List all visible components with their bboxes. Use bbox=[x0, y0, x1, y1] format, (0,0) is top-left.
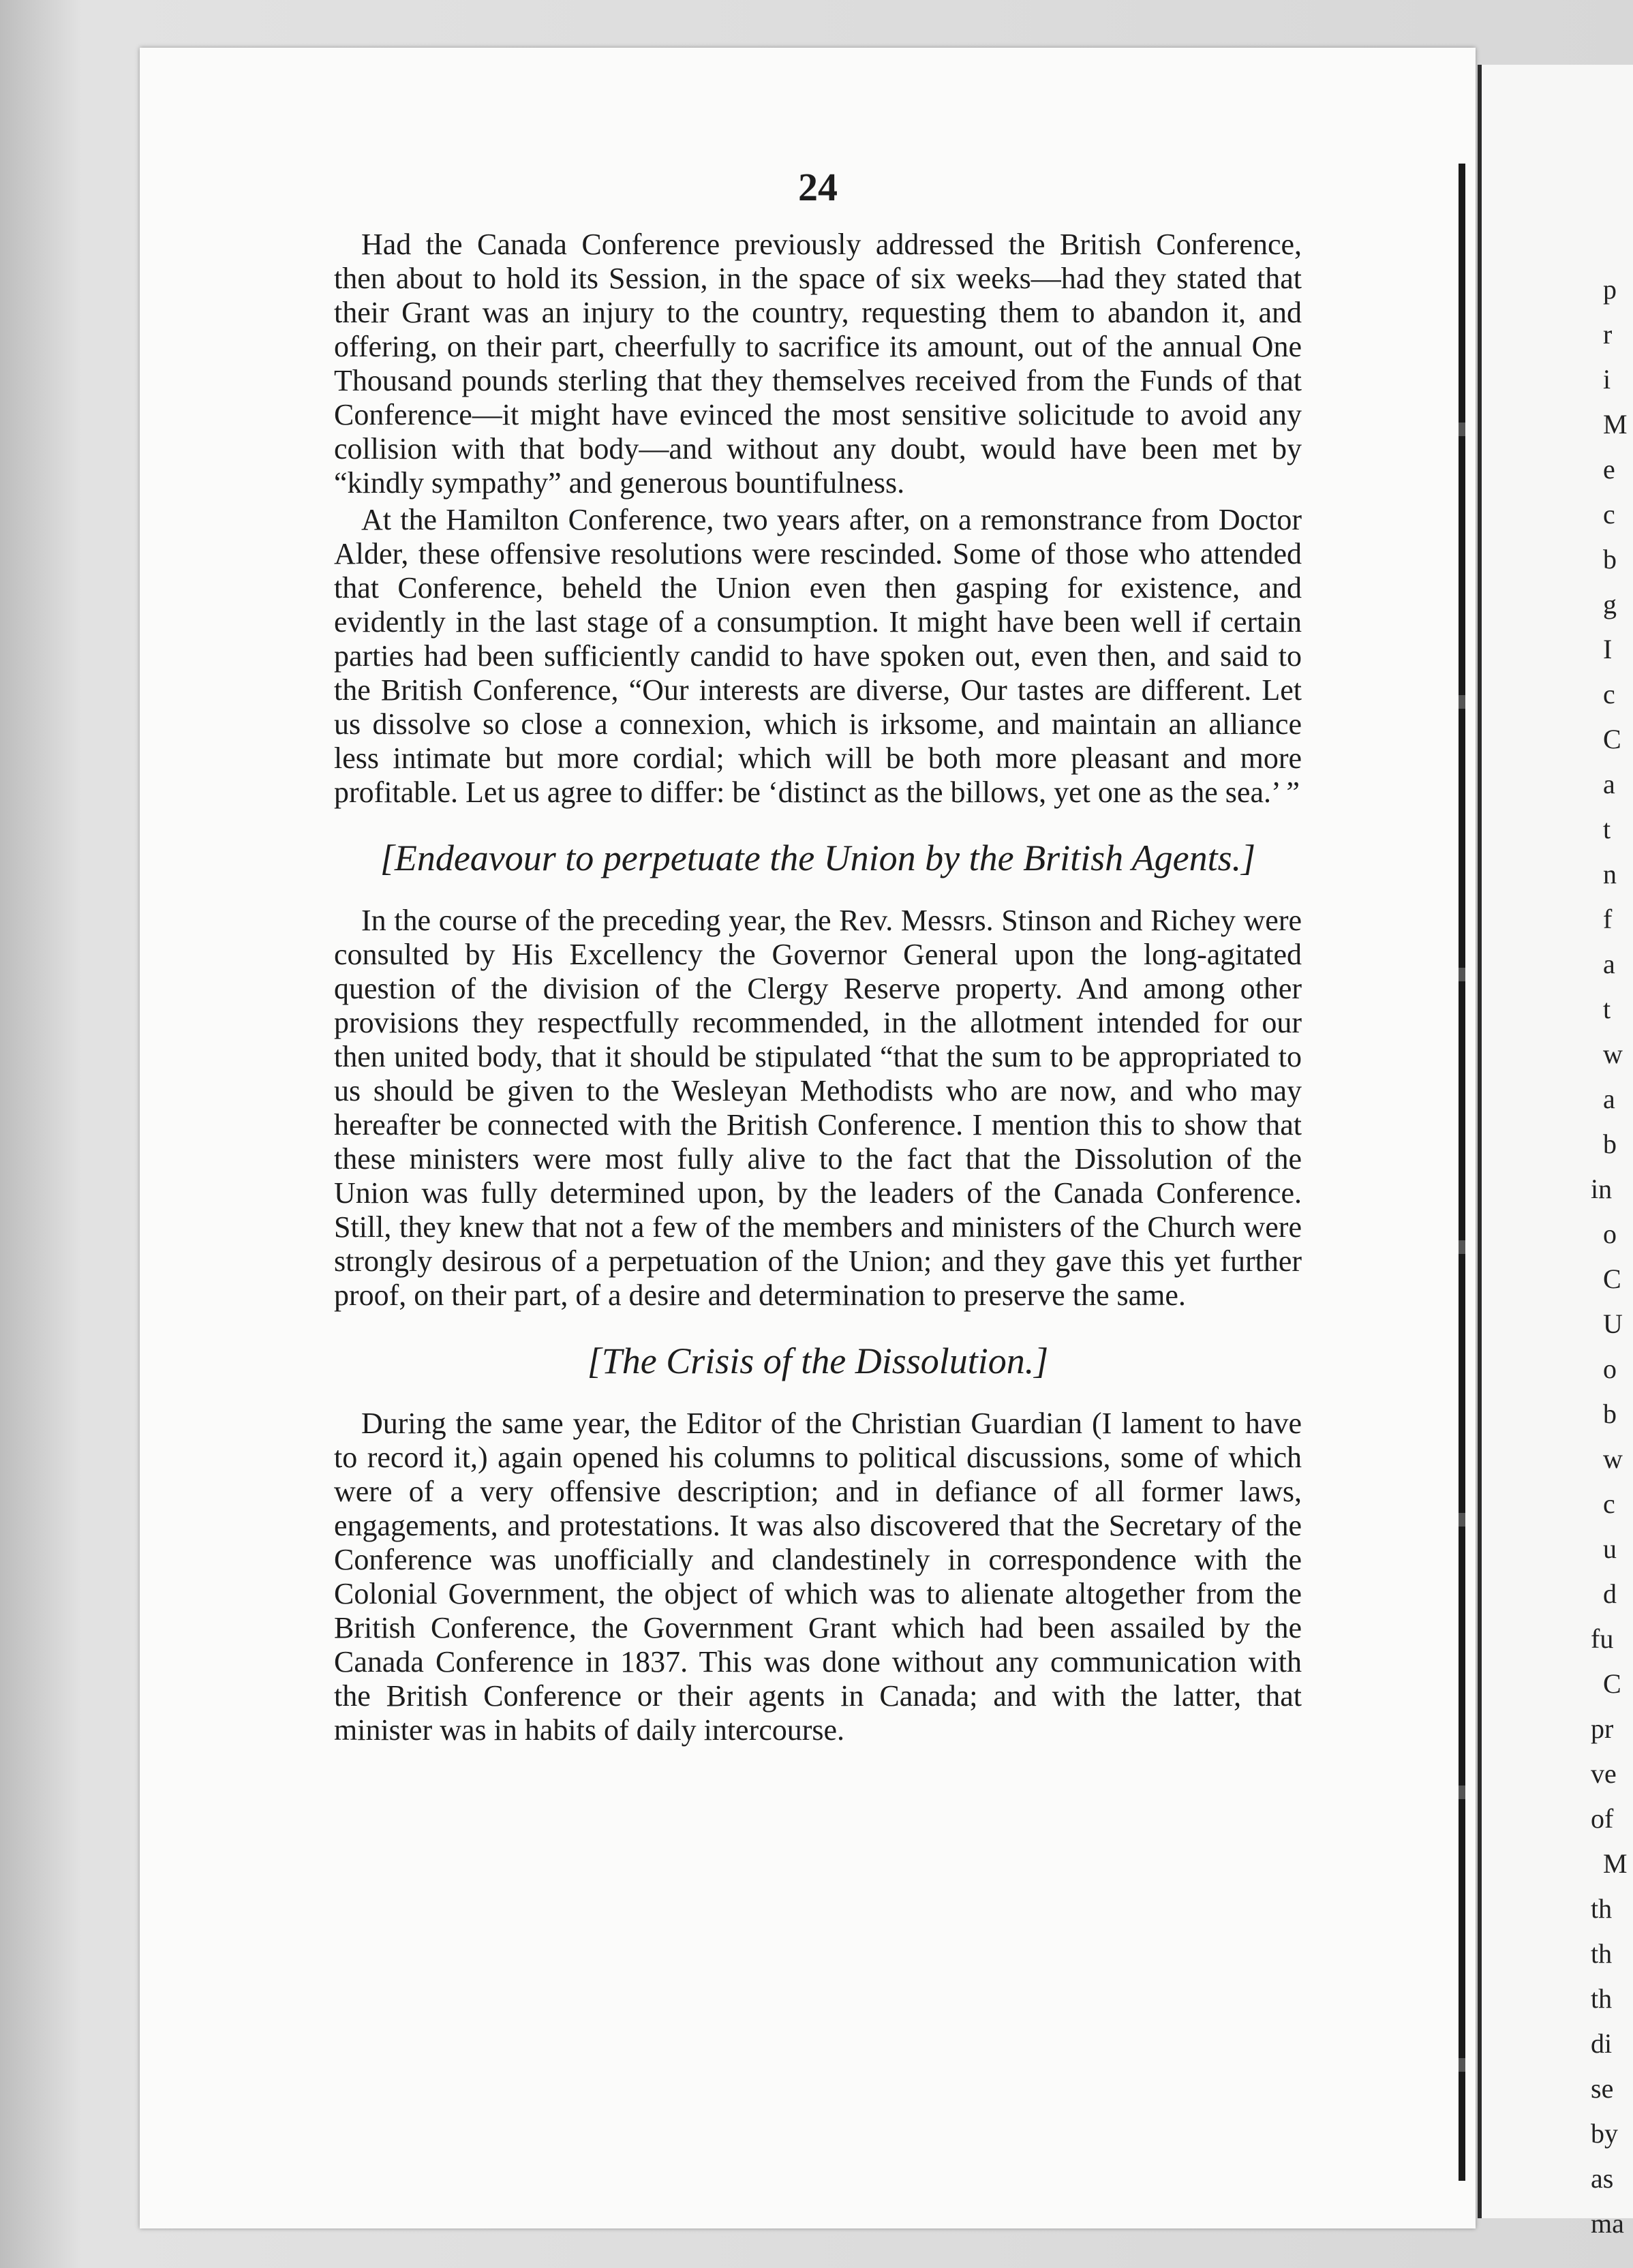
facing-page-fragment: b bbox=[1603, 544, 1617, 574]
facing-page-fragment: f bbox=[1603, 904, 1613, 934]
facing-page-fragment: M bbox=[1603, 1848, 1628, 1879]
facing-page-fragment: th bbox=[1591, 1938, 1613, 1969]
paragraph: During the same year, the Editor of the Christian Guardian (I lament to have to record it,) again opened his columns to political discussions, some of which were of a very offensive description; and in defiance of all former laws, engagements, and protestations. It was also discovered that the Secretary of the Conference was unofficially and clandestinely in correspondence with the Colonial Government, the object of which was to alienate altogether from the British Conference, the Government Grant which had been assailed by the Canada Conference in 1837. This was done without any communication with the British Conference or their agents in Canada; and with the latter, that minister was in habits of daily intercourse. bbox=[334, 1407, 1302, 1747]
facing-page-fragment: r bbox=[1603, 319, 1613, 350]
facing-page-fragment: o bbox=[1603, 1219, 1617, 1249]
facing-page-fragment: M bbox=[1603, 409, 1628, 440]
facing-page-fragment: c bbox=[1603, 1488, 1615, 1519]
facing-page-fragment: n bbox=[1603, 859, 1617, 889]
facing-page-fragment: w bbox=[1603, 1039, 1623, 1069]
facing-page-fragment: C bbox=[1603, 1263, 1621, 1294]
facing-page-fragment: t bbox=[1603, 994, 1611, 1024]
facing-page-fragment: d bbox=[1603, 1578, 1617, 1609]
section-heading: [The Crisis of the Dissolution.] bbox=[587, 1340, 1049, 1381]
facing-page-fragment: a bbox=[1603, 949, 1615, 979]
book-spine bbox=[1459, 164, 1465, 2181]
facing-page-fragment: b bbox=[1603, 1398, 1617, 1429]
facing-page-fragment: e bbox=[1603, 454, 1615, 485]
facing-page-fragment: C bbox=[1603, 1668, 1621, 1699]
facing-page-fragment: of bbox=[1591, 1803, 1614, 1834]
facing-page-fragment: i bbox=[1603, 364, 1611, 395]
paragraph: At the Hamilton Conference, two years after, on a remonstrance from Doctor Alder, these offensive resolutions were rescinded. Some of those who attended that Conference, beheld the Union even then gasping for existence, and evidently in the last stage of a consumption. It might have been well if certain parties had been sufficiently candid to have spoken out, even then, and said to the British Conference, “Our interests are diverse, Our tastes are different. Let us dissolve so close a connexion, which is irksome, and maintain an alliance less intimate but more cordial; which will be both more pleasant and more profitable. Let us agree to differ: be ‘distinct as the billows, yet one as the sea.’ ” bbox=[334, 503, 1302, 809]
page-content bbox=[334, 164, 1302, 1747]
facing-page-fragment: U bbox=[1603, 1308, 1623, 1339]
facing-page-fragment: se bbox=[1591, 2073, 1614, 2104]
facing-page-fragment: u bbox=[1603, 1533, 1617, 1564]
facing-page-fragment: c bbox=[1603, 499, 1615, 530]
facing-page-fragment: I bbox=[1603, 634, 1613, 664]
facing-page-fragment: t bbox=[1603, 814, 1611, 844]
facing-page-fragment: g bbox=[1603, 589, 1617, 619]
paragraph: In the course of the preceding year, the Rev. Messrs. Stinson and Richey were consulted by His Excellency the Governor General upon the long-agitated question of the division of the Clergy Reserve property. And among other provisions they respectfully recommended, in the allotment intended for our then united body, that it should be stipulated “that the sum to be appropriated to us should be given to the Wesleyan Methodists who are now, and who may hereafter be connected with the British Conference. I mention this to show that these ministers were most fully alive to the fact that the Dissolution of the Union was fully determined upon, by the leaders of the Canada Conference. Still, they knew that not a few of the members and ministers of the Church were strongly desirous of a perpetuation of the Union; and they gave this yet further proof, on their part, of a desire and determination to preserve the same. bbox=[334, 904, 1302, 1312]
facing-page-fragment: th bbox=[1591, 1983, 1613, 2014]
section-heading: [Endeavour to perpetuate the Union by the British Agents.] bbox=[380, 838, 1256, 878]
facing-page-fragment: th bbox=[1591, 1893, 1613, 1924]
facing-page-fragment: p bbox=[1603, 274, 1617, 305]
facing-page-fragment: as bbox=[1591, 2163, 1614, 2194]
facing-page-fragment: w bbox=[1603, 1443, 1623, 1474]
facing-page-fragment: ve bbox=[1591, 1758, 1617, 1789]
facing-page-fragment: c bbox=[1603, 679, 1615, 709]
facing-page-fragment: o bbox=[1603, 1353, 1617, 1384]
facing-page-fragment: by bbox=[1591, 2118, 1618, 2149]
paragraph: Had the Canada Conference previously addressed the British Conference, then about to hold its Session, in the space of six weeks—had they stated that their Grant was an injury to the country, requesting them to abandon it, and offering, on their part, cheerfully to sacrifice its amount, out of the annual One Thousand pounds sterling that they themselves received from the Funds of that Conference—it might have evinced the most sensitive solicitude to avoid any collision with that body—and without any doubt, would have been met by “kindly sympathy” and generous bountifulness. bbox=[334, 228, 1302, 500]
facing-page-fragment: a bbox=[1603, 1084, 1615, 1114]
page-number: 24 bbox=[798, 165, 838, 209]
facing-page-fragment: di bbox=[1591, 2028, 1613, 2059]
facing-page-fragment: pr bbox=[1591, 1713, 1614, 1744]
facing-page-fragment: a bbox=[1603, 769, 1615, 799]
facing-page-fragment: C bbox=[1603, 724, 1621, 754]
facing-page-fragment: ma bbox=[1591, 2208, 1624, 2239]
facing-page-fragment: in bbox=[1591, 1174, 1613, 1204]
facing-page-fragment: fu bbox=[1591, 1623, 1614, 1654]
facing-page-fragment: b bbox=[1603, 1129, 1617, 1159]
